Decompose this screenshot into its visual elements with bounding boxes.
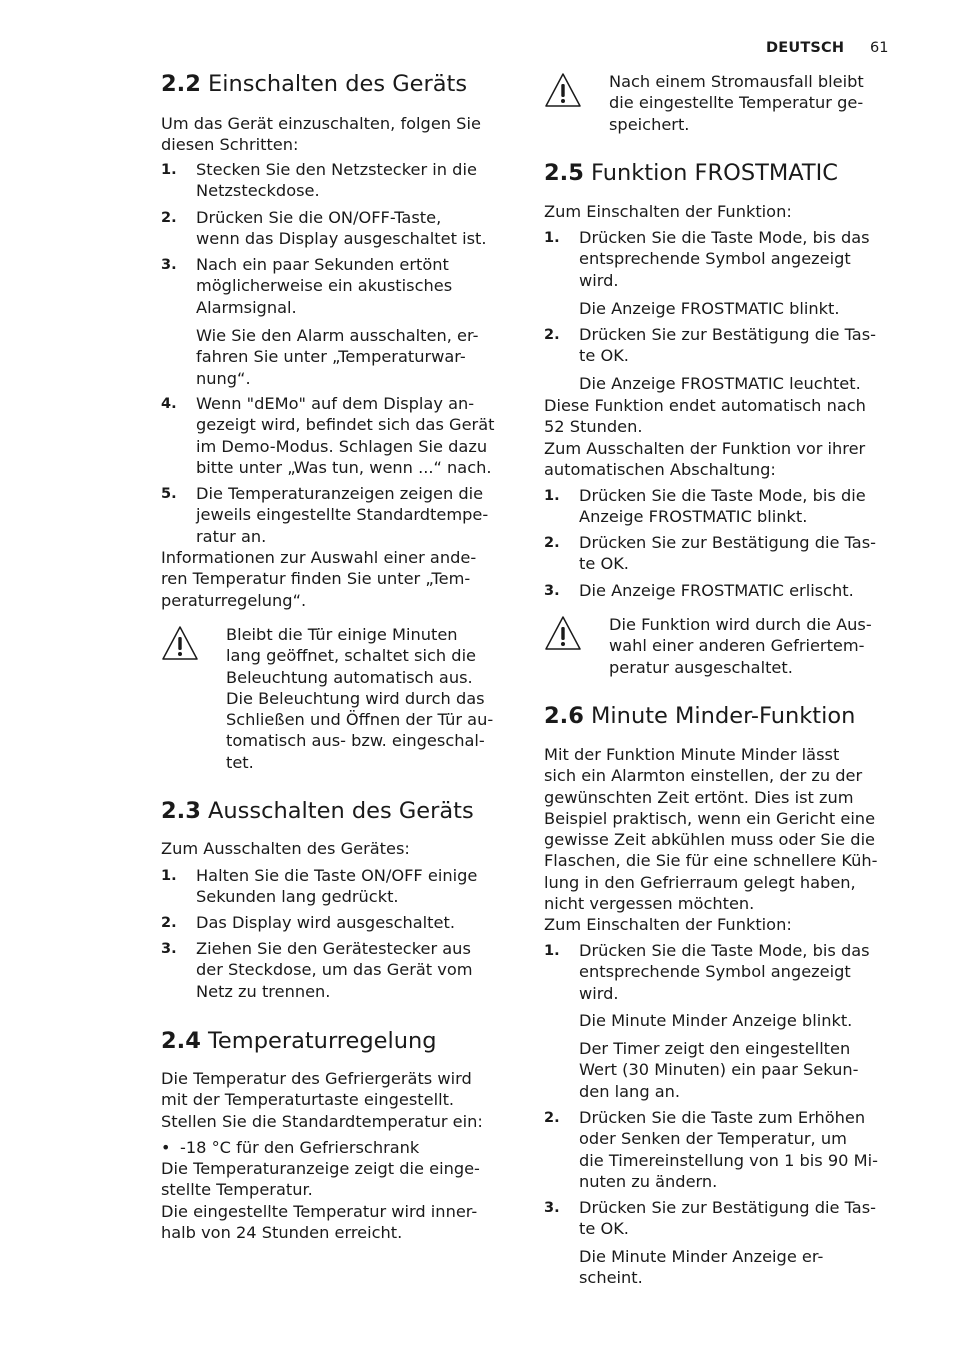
section-2-2-heading <box>161 70 521 98</box>
list-text: Drücken Sie die Taste zum Erhöhen oder Senken der Temperatur, um die Timereinstellung von 1 bis 90 Mi- nuten zu ändern. <box>579 1108 878 1191</box>
list-text: Drücken Sie die Taste Mode, bis das entsprechende Symbol angezeigt wird. <box>579 941 870 1003</box>
section-2-6-intro: Mit der Funktion Minute Minder lässt sich ein Alarmton einstellen, der zu der gewünschten Zeit ertönt. Dies ist zum Beispiel praktisch, wenn ein Gericht eine gewisse Zeit abkühlen muss oder Sie die Flaschen, die Sie für eine schnellere Küh- lung in den Gefrierraum gelegt haben, nicht vergessen möchten. Zum Einschalten der Funktion: <box>544 745 878 935</box>
list-text: Drücken Sie zur Bestätigung die Tas- te OK. <box>579 1198 876 1239</box>
page-number: 61 <box>870 40 889 56</box>
list-number: 1. <box>544 230 560 246</box>
section-2-5-heading <box>544 159 904 187</box>
list-number: 2. <box>544 535 560 551</box>
list-number: 1. <box>161 162 177 178</box>
section-number: 2.5 <box>544 160 584 186</box>
list-number: 5. <box>161 486 177 502</box>
list-number: 4. <box>161 396 177 412</box>
step-note: Die Minute Minder Anzeige er- scheint. <box>579 1247 824 1288</box>
warning-text: Die Funktion wird durch die Aus- wahl einer anderen Gefriertem- peratur ausgeschaltet. <box>609 615 872 677</box>
list-text: Wenn "dEMo" auf dem Display an- gezeigt wird, befindet sich das Gerät im Demo-Modus. Schlagen Sie dazu bitte unter „Was tun, wenn ...“ nach. <box>196 394 495 477</box>
list-text: Stecken Sie den Netzstecker in die Netzsteckdose. <box>196 160 477 201</box>
section-number: 2.6 <box>544 703 584 729</box>
section-number: 2.2 <box>161 71 201 97</box>
step-note: Der Timer zeigt den eingestellten Wert (30 Minuten) ein paar Sekun- den lang an. <box>579 1039 859 1101</box>
section-title: Einschalten des Geräts <box>208 71 468 97</box>
list-text: Drücken Sie zur Bestätigung die Tas- te OK. <box>579 325 876 366</box>
warning-triangle-icon <box>544 71 582 109</box>
section-2-4-after: Die Temperaturanzeige zeigt die einge- stellte Temperatur. Die eingestellte Temperatur wird inner- halb von 24 Stunden erreicht. <box>161 1159 480 1242</box>
bullet-dot: • <box>161 1138 171 1157</box>
section-title: Funktion FROSTMATIC <box>591 160 838 186</box>
warning-triangle-icon <box>544 614 582 652</box>
warning-text: Bleibt die Tür einige Minuten lang geöffnet, schaltet sich die Beleuchtung automatisch aus. Die Beleuchtung wird durch das Schließen und Öffnen der Tür au- tomatisch aus- bzw. eingeschal- tet. <box>226 625 494 772</box>
section-2-5-intro: Zum Einschalten der Funktion: <box>544 202 792 221</box>
step-note: Die Anzeige FROSTMATIC leuchtet. <box>579 374 861 393</box>
list-text: Das Display wird ausgeschaltet. <box>196 913 455 932</box>
list-number: 3. <box>161 941 177 957</box>
list-number: 2. <box>161 210 177 226</box>
list-number: 3. <box>161 257 177 273</box>
section-2-3-heading <box>161 797 521 825</box>
list-number: 1. <box>544 943 560 959</box>
list-number: 1. <box>161 868 177 884</box>
section-2-2-intro: Um das Gerät einzuschalten, folgen Sie diesen Schritten: <box>161 114 481 155</box>
list-text: Die Anzeige FROSTMATIC erlischt. <box>579 581 854 600</box>
bullet-text: -18 °C für den Gefrierschrank <box>180 1138 420 1157</box>
list-number: 2. <box>544 327 560 343</box>
warning-text: Nach einem Stromausfall bleibt die eingestellte Temperatur ge- speichert. <box>609 72 864 134</box>
section-number: 2.3 <box>161 798 201 824</box>
list-number: 2. <box>544 1110 560 1126</box>
section-number: 2.4 <box>161 1028 201 1054</box>
section-2-4-intro: Die Temperatur des Gefriergeräts wird mit der Temperaturtaste eingestellt. Stellen Sie die Standardtemperatur ein: <box>161 1069 483 1131</box>
warning-triangle-icon <box>161 624 199 662</box>
section-title: Temperaturregelung <box>208 1028 437 1054</box>
step-note: Die Minute Minder Anzeige blinkt. <box>579 1011 853 1030</box>
list-text: Drücken Sie die ON/OFF-Taste, wenn das Display ausgeschaltet ist. <box>196 208 487 249</box>
list-text: Ziehen Sie den Gerätestecker aus der Steckdose, um das Gerät vom Netz zu trennen. <box>196 939 473 1001</box>
section-2-6-heading <box>544 702 904 730</box>
section-2-3-intro: Zum Ausschalten des Gerätes: <box>161 839 410 858</box>
section-2-2-after: Informationen zur Auswahl einer ande- ren Temperatur finden Sie unter „Tem- peraturregelung“. <box>161 548 477 610</box>
list-text: Halten Sie die Taste ON/OFF einige Sekunden lang gedrückt. <box>196 866 478 907</box>
section-title: Ausschalten des Geräts <box>208 798 474 824</box>
list-text: Drücken Sie die Taste Mode, bis das entsprechende Symbol angezeigt wird. <box>579 228 870 290</box>
list-number: 2. <box>161 915 177 931</box>
list-text: Drücken Sie zur Bestätigung die Tas- te OK. <box>579 533 876 574</box>
section-title: Minute Minder-Funktion <box>591 703 856 729</box>
list-text: Nach ein paar Sekunden ertönt möglicherweise ein akustisches Alarmsignal. <box>196 255 453 317</box>
step-note: Wie Sie den Alarm ausschalten, er- fahren Sie unter „Temperaturwar- nung“. <box>196 326 479 388</box>
page-header <box>766 39 889 57</box>
step-note: Die Anzeige FROSTMATIC blinkt. <box>579 299 840 318</box>
list-text: Die Temperaturanzeigen zeigen die jeweils eingestellte Standardtempe- ratur an. <box>196 484 489 546</box>
section-2-4-heading <box>161 1027 521 1055</box>
section-2-5-middle: Diese Funktion endet automatisch nach 52 Stunden. Zum Ausschalten der Funktion vor ihrer automatischen Abschaltung: <box>544 396 866 479</box>
list-number: 1. <box>544 488 560 504</box>
header-language: DEUTSCH <box>766 40 845 56</box>
list-text: Drücken Sie die Taste Mode, bis die Anzeige FROSTMATIC blinkt. <box>579 486 866 527</box>
list-number: 3. <box>544 1200 560 1216</box>
list-number: 3. <box>544 583 560 599</box>
